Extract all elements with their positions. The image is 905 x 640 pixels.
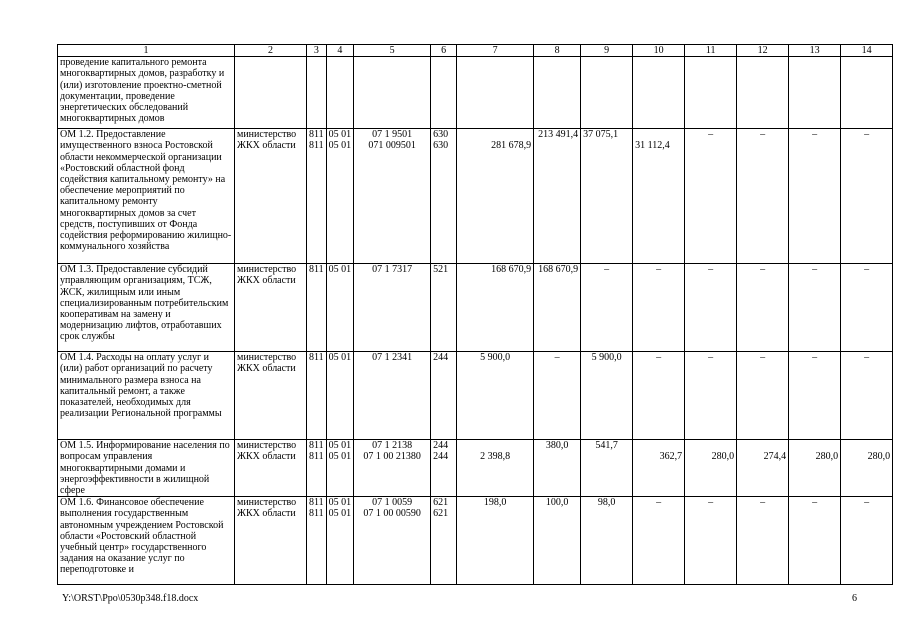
col-header: 4 [326,45,354,57]
year-value: 280,0 [685,440,737,497]
year-value: – [737,264,789,352]
measure-description: ОМ 1.6. Финансовое обеспечение выполнения государственным автономным учреждением Ростовской области «Ростовский областной учебный центр» государственного задания на оказание услуг по переподготовке и [58,497,235,585]
grbs-code: 811 [307,352,327,440]
col-header: 11 [685,45,737,57]
table-row [58,352,893,440]
rzpr-code: 05 01 [326,352,354,440]
csr-code: 07 1 2138 07 1 00 21380 [354,440,431,497]
col-header: 5 [354,45,431,57]
vr-code [431,57,457,129]
rzpr-code: 05 01 [326,264,354,352]
year-value: – [685,352,737,440]
csr-code: 07 1 7317 [354,264,431,352]
table-row [58,440,893,497]
year-value: 37 075,1 [581,129,633,264]
responsible-executor: министерство ЖКХ области [235,440,307,497]
total-amount [457,57,534,129]
col-header: 2 [235,45,307,57]
year-value: – [737,129,789,264]
rzpr-code: 05 01 05 01 [326,497,354,585]
year-value: – [841,497,893,585]
year-value: 5 900,0 [581,352,633,440]
responsible-executor: министерство ЖКХ области [235,129,307,264]
csr-code: 07 1 9501 071 009501 [354,129,431,264]
year-value: 362,7 [633,440,685,497]
total-amount: 198,0 [457,497,534,585]
year-value: 98,0 [581,497,633,585]
year-value: – [789,352,841,440]
grbs-code: 811 811 [307,440,327,497]
measure-description: ОМ 1.4. Расходы на оплату услуг и (или) работ организаций по расчету минимального размера взноса на капитальный ремонт, а также показателей, необходимых для реализации Региональной программы [58,352,235,440]
year-value: – [685,129,737,264]
measure-description: ОМ 1.5. Информирование населения по вопросам управления многоквартирными домами и энергоэффективности в жилищной сфере [58,440,235,497]
rzpr-code: 05 01 05 01 [326,129,354,264]
col-header: 3 [307,45,327,57]
col-header: 1 [58,45,235,57]
col-header: 13 [789,45,841,57]
col-header: 10 [633,45,685,57]
year-value [685,57,737,129]
total-amount: 2 398,8 [457,440,534,497]
responsible-executor: министерство ЖКХ области [235,264,307,352]
year-value: – [633,497,685,585]
csr-code [354,57,431,129]
grbs-code: 811 811 [307,497,327,585]
year-value: 274,4 [737,440,789,497]
year-value: 280,0 [789,440,841,497]
year-value: – [841,352,893,440]
year-value [841,57,893,129]
col-header: 12 [737,45,789,57]
csr-code: 07 1 0059 07 1 00 00590 [354,497,431,585]
year-value: – [581,264,633,352]
grbs-code [307,57,327,129]
table-row [58,129,893,264]
year-value: 213 491,4 [534,129,581,264]
vr-code: 630 630 [431,129,457,264]
year-value: 280,0 [841,440,893,497]
grbs-code: 811 [307,264,327,352]
col-header: 9 [581,45,633,57]
page-number: 6 [852,593,857,604]
year-value: 100,0 [534,497,581,585]
year-value: – [685,497,737,585]
vr-code: 244 244 [431,440,457,497]
measure-description: ОМ 1.3. Предоставление субсидий управляющим организациям, ТСЖ, ЖСК, жилищным или иным специализированным потребительским кооперативам на замену и модернизацию лифтов, отработавших срок службы [58,264,235,352]
total-amount: 5 900,0 [457,352,534,440]
vr-code: 521 [431,264,457,352]
col-header: 8 [534,45,581,57]
year-value: – [841,264,893,352]
year-value: 541,7 [581,440,633,497]
table-row [58,497,893,585]
vr-code: 244 [431,352,457,440]
year-value: 31 112,4 [633,129,685,264]
year-value: 168 670,9 [534,264,581,352]
year-value [789,57,841,129]
responsible-executor [235,57,307,129]
vr-code: 621 621 [431,497,457,585]
year-value: 380,0 [534,440,581,497]
total-amount: 281 678,9 [457,129,534,264]
measure-description: проведение капитального ремонта многоквартирных домов, разработку и (или) изготовление проектно-сметной документации, проведение энергетических обследований многоквартирных домов [58,57,235,129]
table-row [58,57,893,129]
year-value: – [789,129,841,264]
col-header: 7 [457,45,534,57]
table-row [58,264,893,352]
year-value: – [789,264,841,352]
measure-description: ОМ 1.2. Предоставление имущественного взноса Ростовской области некоммерческой организации «Ростовский областной фонд содействия капитальному ремонту» на обеспечение мероприятий по капитальному ремонту многоквартирных домов за счет средств, поступивших от Фонда содействия реформированию жилищно-коммунального хозяйства [58,129,235,264]
responsible-executor: министерство ЖКХ области [235,352,307,440]
year-value: – [841,129,893,264]
responsible-executor: министерство ЖКХ области [235,497,307,585]
grbs-code: 811 811 [307,129,327,264]
year-value: – [737,497,789,585]
year-value: – [633,352,685,440]
year-value: – [737,352,789,440]
csr-code: 07 1 2341 [354,352,431,440]
year-value: – [534,352,581,440]
year-value: – [685,264,737,352]
col-header: 14 [841,45,893,57]
year-value [633,57,685,129]
col-header: 6 [431,45,457,57]
document-file-path: Y:\ORST\Ppo\0530p348.f18.docx [62,593,199,604]
rzpr-code: 05 01 05 01 [326,440,354,497]
program-table [57,44,893,585]
total-amount: 168 670,9 [457,264,534,352]
year-value [534,57,581,129]
rzpr-code [326,57,354,129]
year-value: – [633,264,685,352]
column-number-row [58,45,893,57]
year-value [737,57,789,129]
year-value: – [789,497,841,585]
year-value [581,57,633,129]
